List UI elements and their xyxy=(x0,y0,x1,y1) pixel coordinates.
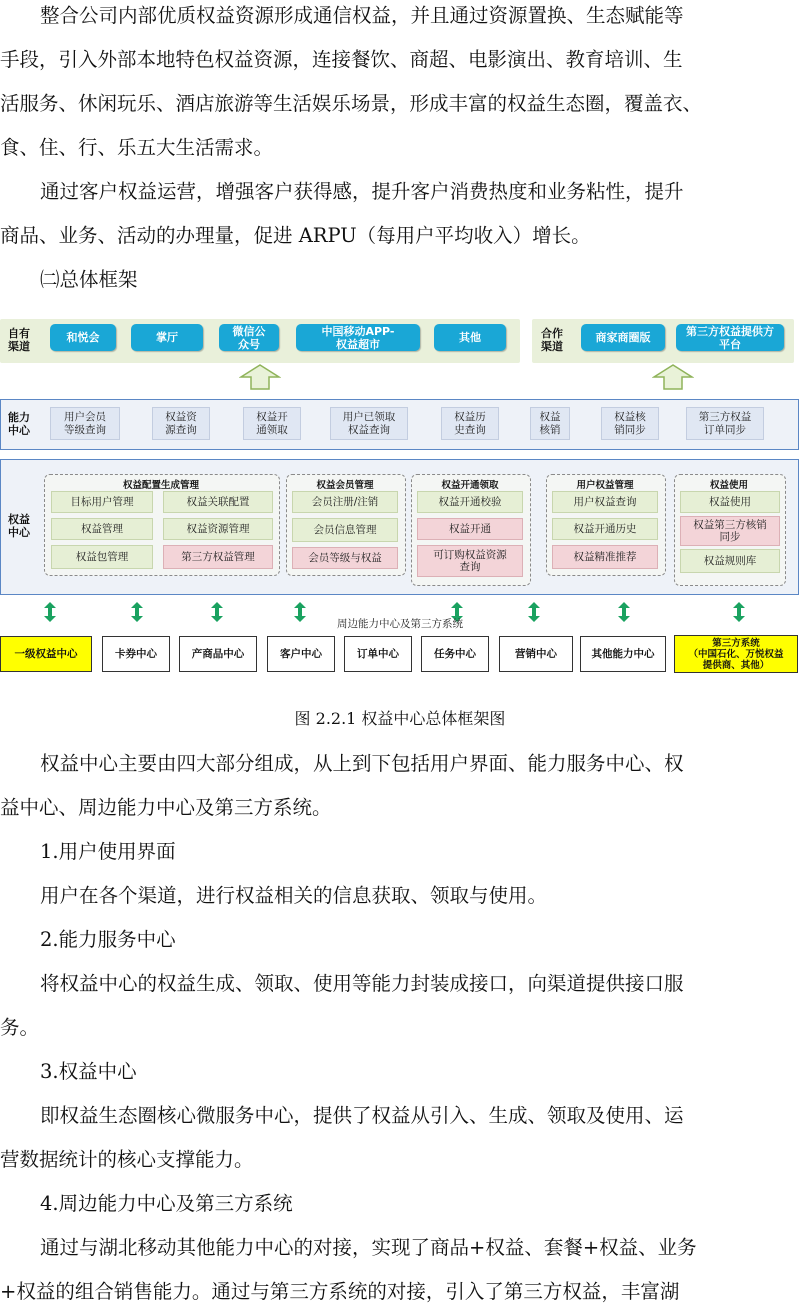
item-rights-management: 权益管理 xyxy=(51,518,153,540)
capability-member-level: 用户会员 等级查询 xyxy=(50,407,120,440)
partner-channels-label: 合作 渠道 xyxy=(541,327,563,353)
body-paragraph-1 xyxy=(0,742,800,1314)
item-orderable-query: 可订购权益资源 查询 xyxy=(417,545,523,577)
capability-writeoff-sync: 权益核 销同步 xyxy=(601,407,659,440)
system-customer: 客户中心 xyxy=(267,636,335,672)
item-third-writeoff-sync: 权益第三方核销 同步 xyxy=(680,516,780,546)
item-member-info: 会员信息管理 xyxy=(292,518,398,542)
item-third-party-management: 第三方权益管理 xyxy=(163,545,273,569)
text-line: 活服务、休闲玩乐、酒店旅游等生活娱乐场景，形成丰富的权益生态圈，覆盖衣、 xyxy=(0,92,703,115)
peripheral-label: 周边能力中心及第三方系统 xyxy=(337,618,463,630)
heading-3: 3.权益中心 xyxy=(40,1060,137,1083)
group-title: 权益开通领取 xyxy=(441,480,499,491)
system-order: 订单中心 xyxy=(344,636,412,672)
up-arrow-icon xyxy=(239,364,281,390)
system-marketing: 营销中心 xyxy=(499,636,573,672)
intro-paragraph-2 xyxy=(0,170,800,258)
text-line: 通过客户权益运营，增强客户获得感，提升客户消费热度和业务粘性，提升 xyxy=(40,180,684,203)
capability-third-order-sync: 第三方权益 订单同步 xyxy=(686,407,764,440)
text-line: 整合公司内部优质权益资源形成通信权益，并且通过资源置换、生态赋能等 xyxy=(40,4,684,27)
item-open-history: 权益开通历史 xyxy=(552,518,658,540)
text-line: 商品、业务、活动的办理量，促进 ARPU（每用户平均收入）增长。 xyxy=(0,224,591,247)
item-target-user: 目标用户管理 xyxy=(51,491,153,513)
system-coupon: 卡券中心 xyxy=(102,636,170,672)
item-rights-use: 权益使用 xyxy=(680,491,780,513)
item-rights-association: 权益关联配置 xyxy=(163,491,273,513)
heading-1: 1.用户使用界面 xyxy=(40,840,176,863)
text-line: 用户在各个渠道，进行权益相关的信息获取、领取与使用。 xyxy=(40,884,548,907)
item-member-register: 会员注册/注销 xyxy=(292,491,398,513)
system-task: 任务中心 xyxy=(421,636,489,672)
group-title: 权益配置生成管理 xyxy=(122,480,199,491)
channel-zhangting: 掌厅 xyxy=(131,324,203,351)
heading-2: 2.能力服务中心 xyxy=(40,928,176,951)
text-line: 益中心、周边能力中心及第三方系统。 xyxy=(0,796,332,819)
channel-other: 其他 xyxy=(434,324,506,351)
text-line: 务。 xyxy=(0,1016,40,1039)
up-arrow-icon xyxy=(652,364,694,390)
own-channels-label: 自有 渠道 xyxy=(8,327,30,353)
system-other-capability: 其他能力中心 xyxy=(580,636,666,672)
item-precise-recommend: 权益精准推荐 xyxy=(552,545,658,569)
system-third-party: 第三方系统 （中国石化、万悦权益 提供商、其他） xyxy=(674,635,798,673)
text-line: 权益中心主要由四大部分组成，从上到下包括用户界面、能力服务中心、权 xyxy=(40,752,684,775)
figure-caption: 图 2.2.1 权益中心总体框架图 xyxy=(294,709,506,728)
item-rules-library: 权益规则库 xyxy=(680,549,780,573)
capability-open-receive: 权益开 通领取 xyxy=(243,407,301,440)
capability-received-query: 用户已领取 权益查询 xyxy=(330,407,408,440)
item-member-level-rights: 会员等级与权益 xyxy=(292,547,398,569)
channel-cmcc-app: 中国移动APP- 权益超市 xyxy=(296,324,420,351)
item-resource-management: 权益资源管理 xyxy=(163,518,273,540)
text-line: 将权益中心的权益生成、领取、使用等能力封装成接口，向渠道提供接口服 xyxy=(40,972,684,995)
channel-heyuehui: 和悦会 xyxy=(50,324,116,351)
item-open: 权益开通 xyxy=(417,518,523,540)
capability-resource-query: 权益资 源查询 xyxy=(152,407,210,440)
rights-center-label: 权益 中心 xyxy=(8,513,30,539)
capability-center-label: 能力 中心 xyxy=(8,411,30,437)
item-package-management: 权益包管理 xyxy=(51,545,153,569)
text-line: 通过与湖北移动其他能力中心的对接，实现了商品+权益、套餐+权益、业务 xyxy=(40,1236,697,1259)
capability-writeoff: 权益 核销 xyxy=(530,407,570,440)
text-line: 手段，引入外部本地特色权益资源，连接餐饮、商超、电影演出、教育培训、生 xyxy=(0,48,683,71)
item-open-check: 权益开通校验 xyxy=(417,491,523,513)
text-line: +权益的组合销售能力。通过与第三方系统的对接，引入了第三方权益，丰富湖 xyxy=(0,1280,680,1303)
system-product: 产商品中心 xyxy=(179,636,257,672)
group-title: 权益使用 xyxy=(709,480,748,491)
channel-merchant: 商家商圈版 xyxy=(581,324,665,351)
item-user-rights-query: 用户权益查询 xyxy=(552,491,658,513)
heading-4: 4.周边能力中心及第三方系统 xyxy=(40,1192,293,1215)
framework-diagram xyxy=(0,315,800,677)
group-title: 用户权益管理 xyxy=(576,480,634,491)
group-title: 权益会员管理 xyxy=(316,480,374,491)
capability-history-query: 权益历 史查询 xyxy=(441,407,499,440)
intro-paragraph-1 xyxy=(0,0,800,170)
section-heading: ㈡总体框架 xyxy=(40,268,138,291)
system-level1-rights: 一级权益中心 xyxy=(0,636,92,672)
channel-third-party: 第三方权益提供方 平台 xyxy=(676,324,784,351)
channel-wechat: 微信公 众号 xyxy=(219,324,279,351)
text-line: 营数据统计的核心支撑能力。 xyxy=(0,1148,254,1171)
text-line: 食、住、行、乐五大生活需求。 xyxy=(0,136,274,159)
text-line: 即权益生态圈核心微服务中心，提供了权益从引入、生成、领取及使用、运 xyxy=(40,1104,684,1127)
